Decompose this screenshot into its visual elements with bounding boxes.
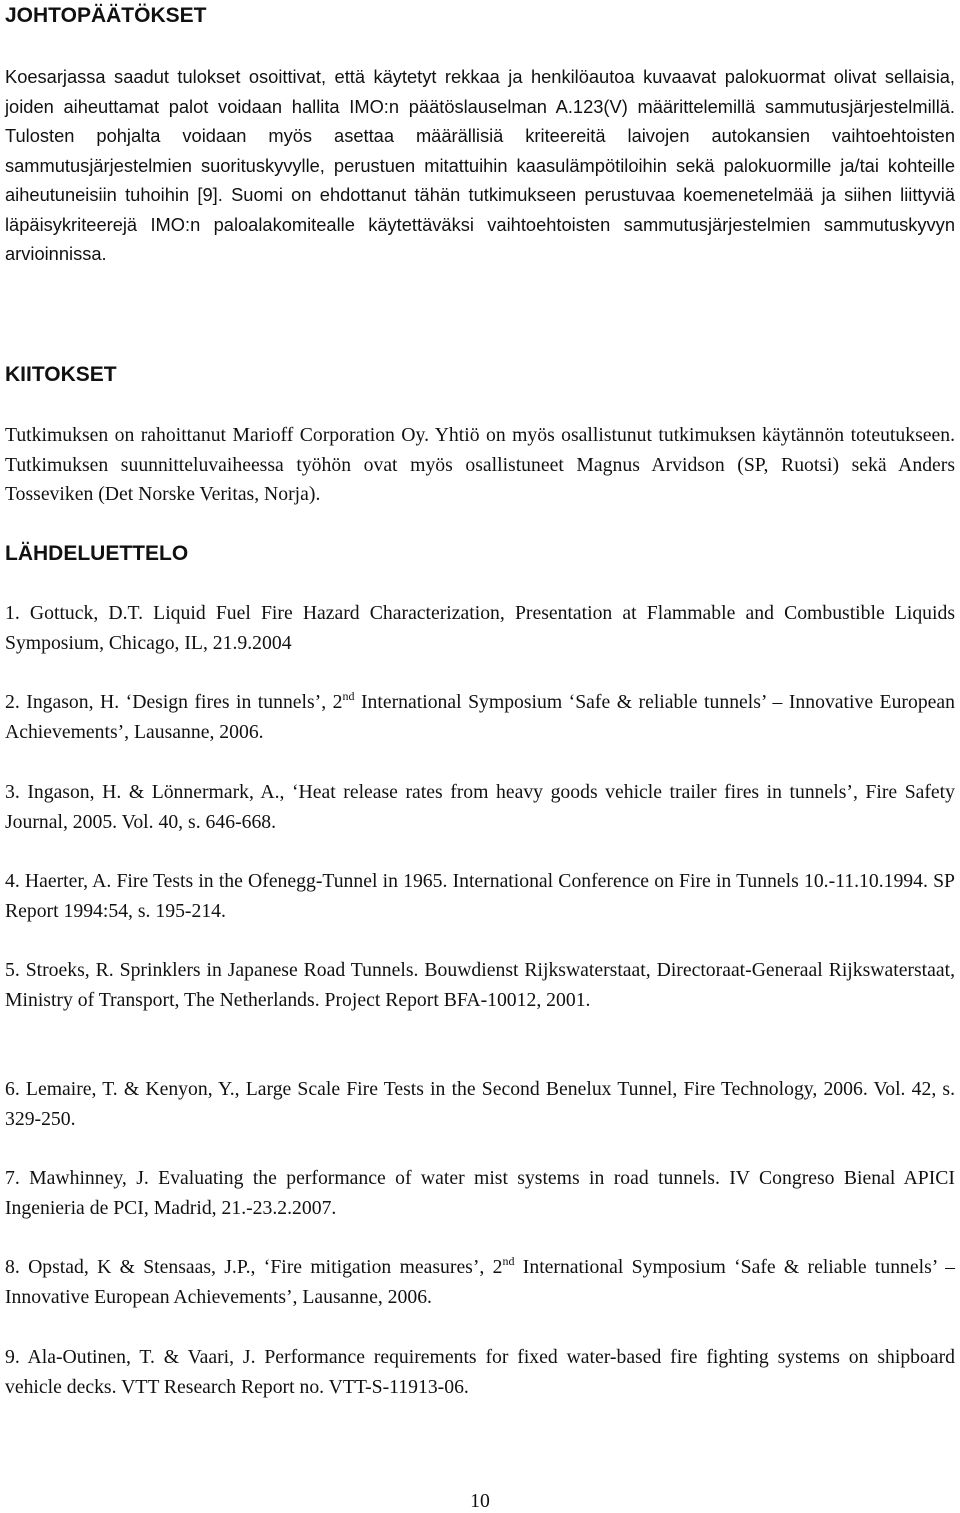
- reference-item: 1. Gottuck, D.T. Liquid Fuel Fire Hazard Characterization, Presentation at Flammable and Combustible Liquids Symposium, Chicago, IL, 21.9.2004: [5, 602, 955, 654]
- reference-item: [5, 1253, 955, 1313]
- page-number: 10: [470, 1490, 490, 1512]
- reference-item: 6. Lemaire, T. & Kenyon, Y., Large Scale Fire Tests in the Second Benelux Tunnel, Fire Technology, 2006. Vol. 42, s. 329-250.: [5, 1078, 955, 1130]
- reference-text: International Symposium ‘Safe & reliable tunnels’ – Innovative European Achievements’, Lausanne, 2006.: [5, 691, 955, 743]
- reference-superscript: nd: [502, 1254, 515, 1268]
- acknowledgements-paragraph: Tutkimuksen on rahoittanut Marioff Corporation Oy. Yhtiö on myös osallistunut tutkimuksen käytännön toteutukseen. Tutkimuksen suunnitteluvaiheessa työhön ovat myös osallistuneet Magnus Arvidson (SP, Ruotsi) sekä Anders Tosseviken (Det Norske Veritas, Norja).: [5, 424, 955, 505]
- reference-item: 4. Haerter, A. Fire Tests in the Ofenegg-Tunnel in 1965. International Conference on Fire in Tunnels 10.-11.10.1994. SP Report 1994:54, s. 195-214.: [5, 870, 955, 922]
- reference-item: 3. Ingason, H. & Lönnermark, A., ‘Heat release rates from heavy goods vehicle trailer fires in tunnels’, Fire Safety Journal, 2005. Vol. 40, s. 646-668.: [5, 781, 955, 833]
- reference-item: 9. Ala-Outinen, T. & Vaari, J. Performance requirements for fixed water-based fire fighting systems on shipboard vehicle decks. VTT Research Report no. VTT-S-11913-06.: [5, 1346, 955, 1398]
- references-heading: LÄHDELUETTELO: [5, 542, 189, 565]
- reference-superscript: nd: [342, 689, 355, 703]
- conclusions-heading: JOHTOPÄÄTÖKSET: [5, 4, 207, 27]
- reference-text: International Symposium ‘Safe & reliable tunnels’ – Innovative European Achievements’, Lausanne, 2006.: [5, 1256, 955, 1308]
- reference-item: [5, 688, 955, 748]
- reference-text: 8. Opstad, K & Stensaas, J.P., ‘Fire mitigation measures’, 2: [5, 1256, 503, 1278]
- reference-item: 7. Mawhinney, J. Evaluating the performance of water mist systems in road tunnels. IV Congreso Bienal APICI Ingenieria de PCI, Madrid, 21.-23.2.2007.: [5, 1167, 955, 1219]
- reference-text: 2. Ingason, H. ‘Design fires in tunnels’, 2: [5, 691, 343, 713]
- conclusions-paragraph: Koesarjassa saadut tulokset osoittivat, että käytetyt rekkaa ja henkilöautoa kuvaavat palokuormat olivat sellaisia, joiden aiheuttamat palot voidaan hallita IMO:n päätöslauselman A.123(V) määrittelemillä sammutusjärjestelmillä. Tulosten pohjalta voidaan myös asettaa määrällisiä kriteereitä laivojen autokansien vaihtoehtoisten sammutusjärjestelmien suorituskyvylle, perustuen mitattuihin kaasulämpötiloihin sekä palokuormille ja/tai kohteille aiheutuneisiin tuhoihin [9]. Suomi on ehdottanut tähän tutkimukseen perustuvaa koemenetelmää ja siihen liittyviä läpäisykriteerejä IMO:n paloalakomitealle käytettäväksi vaihtoehtoisten sammutusjärjestelmien sammutuskyvyn arvioinnissa.: [5, 66, 955, 264]
- acknowledgements-heading: KIITOKSET: [5, 363, 117, 386]
- reference-item: 5. Stroeks, R. Sprinklers in Japanese Road Tunnels. Bouwdienst Rijkswaterstaat, Directoraat-Generaal Rijkswaterstaat, Ministry of Transport, The Netherlands. Project Report BFA-10012, 2001.: [5, 959, 955, 1011]
